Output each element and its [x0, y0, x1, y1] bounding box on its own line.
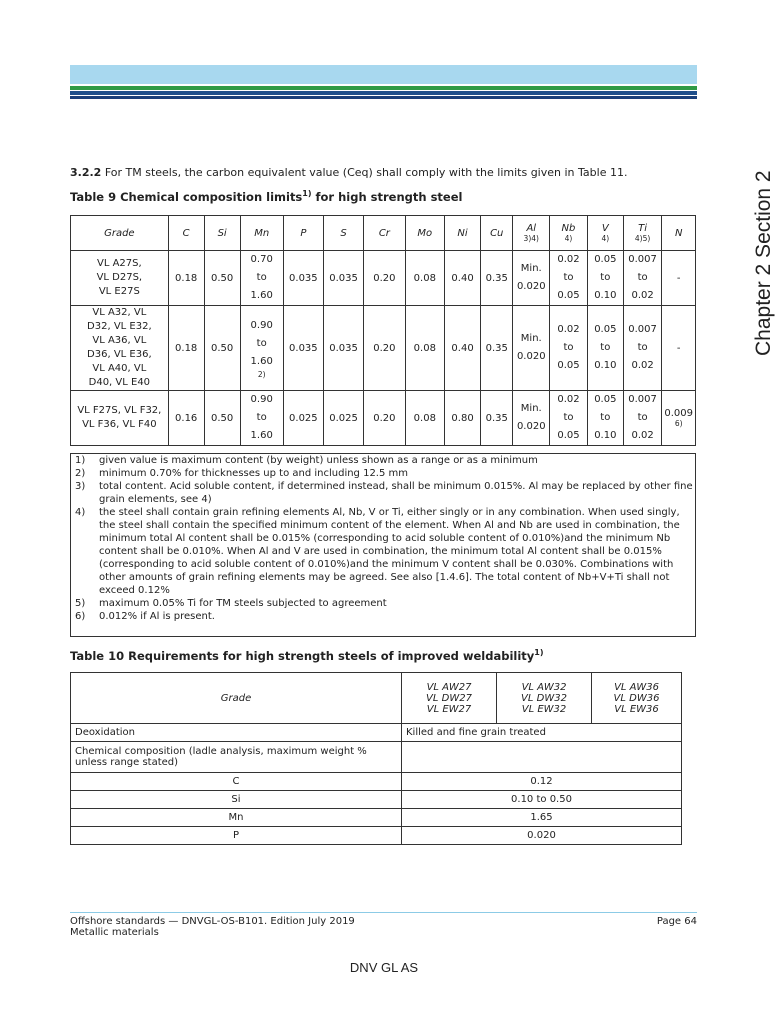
cell-v: 0.05 to 0.10 [587, 251, 623, 306]
table10-caption: Table 10 Requirements for high strength steels of improved weldability$^{1)}$ [70, 648, 544, 663]
table10-row-label: C [71, 773, 402, 791]
table9 [70, 215, 696, 446]
table10-grade-label: Grade [71, 673, 402, 724]
table10-row [71, 809, 682, 827]
note-item: 3) total content. Acid soluble content, if determined instead, shall be minimum 0.015%. Al may be replaced by other fine grain elements, see 4) [75, 481, 693, 505]
note-item: 5) maximum 0.05% Ti for TM steels subjected to agreement [75, 598, 387, 609]
th-al: Al 3)4) [513, 216, 550, 251]
paragraph-3-2-2 [70, 166, 627, 179]
th-v: V 4) [587, 216, 623, 251]
table10-row-label: Si [71, 791, 402, 809]
cell-mn: 0.90 to 1.60 [240, 391, 283, 446]
chapter-section-label: Chapter 2 Section 2 [752, 170, 775, 356]
cell-c: 0.18 [168, 306, 204, 391]
th-p: P [283, 216, 323, 251]
table10-grade-col: VL AW36 VL DW36 VL EW36 [592, 673, 682, 724]
note-item: 1) given value is maximum content (by weight) unless shown as a range or as a minimum [75, 455, 538, 466]
cell-ni: 0.40 [445, 251, 481, 306]
cell-al: Min. 0.020 [513, 306, 550, 391]
cell-grade: VL A32, VL D32, VL E32, VL A36, VL D36, VL E36, VL A40, VL D40, VL E40 [71, 306, 169, 391]
table10-row [71, 724, 682, 742]
table10-row-label: Deoxidation [71, 724, 402, 742]
cell-s: 0.025 [323, 391, 363, 446]
cell-ti: 0.007 to 0.02 [623, 391, 662, 446]
table10-row-value: 0.10 to 0.50 [402, 791, 682, 809]
cell-v: 0.05 to 0.10 [587, 306, 623, 391]
header-band-blue [70, 91, 697, 95]
th-nb: Nb 4) [550, 216, 588, 251]
table10-row [71, 827, 682, 845]
table10-grade-row [71, 673, 682, 724]
table10-row [71, 742, 682, 773]
cell-si: 0.50 [204, 391, 240, 446]
header-band-light [70, 65, 697, 84]
table9-row [71, 391, 696, 446]
page-number: Page 64 [656, 916, 697, 927]
table9-row [71, 306, 696, 391]
cell-n: - [662, 306, 696, 391]
cell-mo: 0.08 [405, 391, 445, 446]
footer [70, 912, 697, 938]
header-band-green [70, 86, 697, 90]
table9-row [71, 251, 696, 306]
cell-nb: 0.02 to 0.05 [550, 391, 588, 446]
th-c: C [168, 216, 204, 251]
table10-grade-col: VL AW27 VL DW27 VL EW27 [402, 673, 497, 724]
cell-p: 0.025 [283, 391, 323, 446]
cell-ni: 0.40 [445, 306, 481, 391]
table10-row-value: 0.020 [402, 827, 682, 845]
note-item: 4) the steel shall contain grain refining elements Al, Nb, V or Ti, either singly or in any combination. When used singly, the steel shall contain the specified minimum content of the element. When Al and Nb are used in combination, the minimum total Al content shall be 0.015% (corresponding to acid soluble content of 0.010%)and the minimum Nb content shall be 0.010%. When Al and V are used in combination, the minimum total Al content shall be 0.015% (corresponding to acid soluble content of 0.010%)and the minimum V content shall be 0.030%. Combinations with other amounts of grain refining elements may be agreed. See also [1.4.6]. The total content of Nb+V+Ti shall not exceed 0.12% [75, 507, 680, 596]
cell-mo: 0.08 [405, 306, 445, 391]
th-s: S [323, 216, 363, 251]
paragraph-number: 3.2.2 [70, 166, 102, 179]
table10-row [71, 791, 682, 809]
table10-row-value: 0.12 [402, 773, 682, 791]
th-ti: Ti 4)5) [623, 216, 662, 251]
cell-ti: 0.007 to 0.02 [623, 306, 662, 391]
table10-grade-col: VL AW32 VL DW32 VL EW32 [497, 673, 592, 724]
cell-ni: 0.80 [445, 391, 481, 446]
table10-row-label: Chemical composition (ladle analysis, maximum weight % unless range stated) [71, 742, 402, 773]
table10 [70, 672, 682, 845]
cell-s: 0.035 [323, 306, 363, 391]
cell-cu: 0.35 [481, 306, 513, 391]
cell-c: 0.18 [168, 251, 204, 306]
table9-caption: Table 9 Chemical composition limits$^{1)}$ for high strength steel [70, 189, 463, 204]
table9-header-row [71, 216, 696, 251]
cell-grade: VL F27S, VL F32, VL F36, VL F40 [71, 391, 169, 446]
cell-c: 0.16 [168, 391, 204, 446]
cell-si: 0.50 [204, 306, 240, 391]
th-n: N [662, 216, 696, 251]
footer-title: Offshore standards — DNVGL-OS-B101. Edition July 2019 [70, 916, 355, 927]
th-mo: Mo [405, 216, 445, 251]
cell-n: 0.009 6) [662, 391, 696, 446]
th-cr: Cr [364, 216, 405, 251]
footer-subtitle: Metallic materials [70, 927, 159, 938]
cell-v: 0.05 to 0.10 [587, 391, 623, 446]
cell-p: 0.035 [283, 251, 323, 306]
th-cu: Cu [481, 216, 513, 251]
th-grade: Grade [71, 216, 169, 251]
cell-grade: VL A27S, VL D27S, VL E27S [71, 251, 169, 306]
cell-al: Min. 0.020 [513, 251, 550, 306]
cell-nb: 0.02 to 0.05 [550, 306, 588, 391]
th-ni: Ni [445, 216, 481, 251]
cell-mn: 0.90 to 1.60 2) [240, 306, 283, 391]
paragraph-text: For TM steels, the carbon equivalent value (Ceq) shall comply with the limits given in Table 11. [104, 166, 628, 179]
cell-mo: 0.08 [405, 251, 445, 306]
cell-cr: 0.20 [364, 251, 405, 306]
th-mn: Mn [240, 216, 283, 251]
brand-footer: DNV GL AS [349, 960, 419, 975]
cell-mn: 0.70 to 1.60 [240, 251, 283, 306]
cell-al: Min. 0.020 [513, 391, 550, 446]
note-item: 2) minimum 0.70% for thicknesses up to and including 12.5 mm [75, 468, 409, 479]
cell-cr: 0.20 [364, 391, 405, 446]
cell-si: 0.50 [204, 251, 240, 306]
table10-row-value: Killed and fine grain treated [402, 724, 682, 742]
header-band-navy [70, 96, 697, 99]
table10-row-value [402, 742, 682, 773]
cell-cu: 0.35 [481, 391, 513, 446]
th-si: Si [204, 216, 240, 251]
note-item: 6) 0.012% if Al is present. [75, 611, 215, 622]
cell-ti: 0.007 to 0.02 [623, 251, 662, 306]
cell-n: - [662, 251, 696, 306]
cell-cu: 0.35 [481, 251, 513, 306]
table10-row [71, 773, 682, 791]
cell-cr: 0.20 [364, 306, 405, 391]
table10-row-label: Mn [71, 809, 402, 827]
cell-p: 0.035 [283, 306, 323, 391]
cell-nb: 0.02 to 0.05 [550, 251, 588, 306]
table10-row-label: P [71, 827, 402, 845]
table10-row-value: 1.65 [402, 809, 682, 827]
cell-s: 0.035 [323, 251, 363, 306]
table9-notes [70, 453, 696, 637]
